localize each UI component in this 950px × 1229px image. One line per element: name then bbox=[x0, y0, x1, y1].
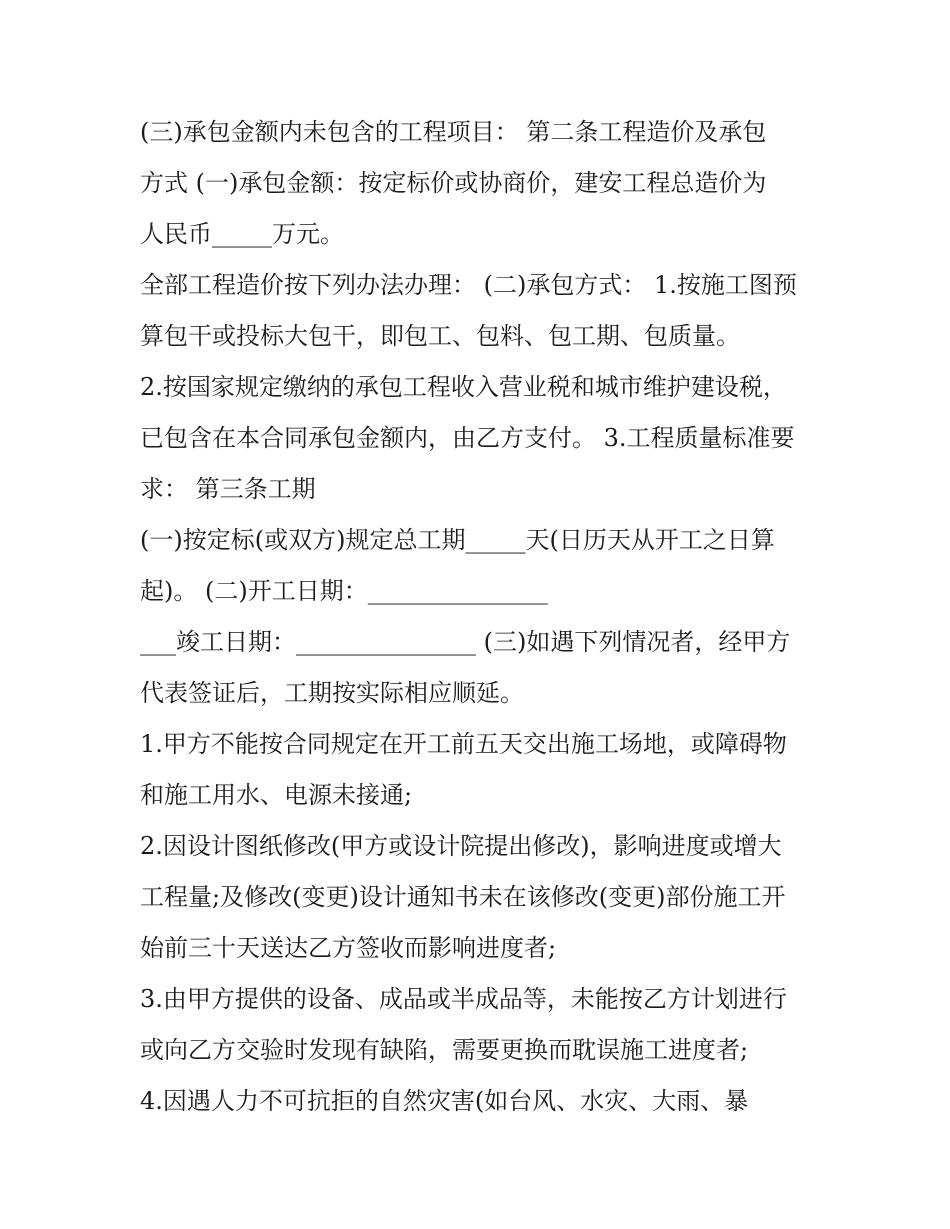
text-line: ___竣工日期：_______________ (三)如遇下列情况者，经甲方 bbox=[140, 628, 791, 656]
text-line: 2.按国家规定缴纳的承包工程收入营业税和城市维护建设税， bbox=[140, 373, 787, 401]
text-line: 1.甲方不能按合同规定在开工前五天交出施工场地，或障碍物 bbox=[140, 730, 787, 758]
text-line: 3.由甲方提供的设备、成品或半成品等，未能按乙方计划进行 bbox=[140, 985, 787, 1013]
text-line: 或向乙方交验时发现有缺陷，需要更换而耽误施工进度者; bbox=[140, 1036, 749, 1064]
contract-body bbox=[140, 107, 820, 1127]
text-line: 代表签证后，工期按实际相应顺延。 bbox=[140, 679, 524, 707]
text-line: 方式 (一)承包金额：按定标价或协商价，建安工程总造价为 bbox=[140, 169, 767, 197]
text-line: (三)承包金额内未包含的工程项目： 第二条工程造价及承包 bbox=[140, 118, 767, 146]
text-line: 已包含在本合同承包金额内，由乙方支付。 3.工程质量标准要 bbox=[140, 424, 795, 452]
text-line: 全部工程造价按下列办法办理： (二)承包方式： 1.按施工图预 bbox=[140, 271, 797, 299]
text-line: 和施工用水、电源未接通; bbox=[140, 781, 413, 809]
text-line: 4.因遇人力不可抗拒的自然灾害(如台风、水灾、大雨、暴 bbox=[140, 1087, 749, 1115]
text-line: 算包干或投标大包干，即包工、包料、包工期、包质量。 bbox=[140, 322, 740, 350]
text-line: 求： 第三条工期 bbox=[140, 475, 316, 503]
text-line: 始前三十天送达乙方签收而影响进度者; bbox=[140, 934, 557, 962]
text-line: 工程量;及修改(变更)设计通知书未在该修改(变更)部份施工开 bbox=[140, 883, 786, 911]
text-line: 2.因设计图纸修改(甲方或设计院提出修改)，影响进度或增大 bbox=[140, 832, 782, 860]
text-line: 人民币_____万元。 bbox=[140, 220, 344, 248]
text-line: (一)按定标(或双方)规定总工期_____天(日历天从开工之日算 bbox=[140, 526, 775, 554]
text-line: 起)。 (二)开工日期：_______________ bbox=[140, 577, 548, 605]
